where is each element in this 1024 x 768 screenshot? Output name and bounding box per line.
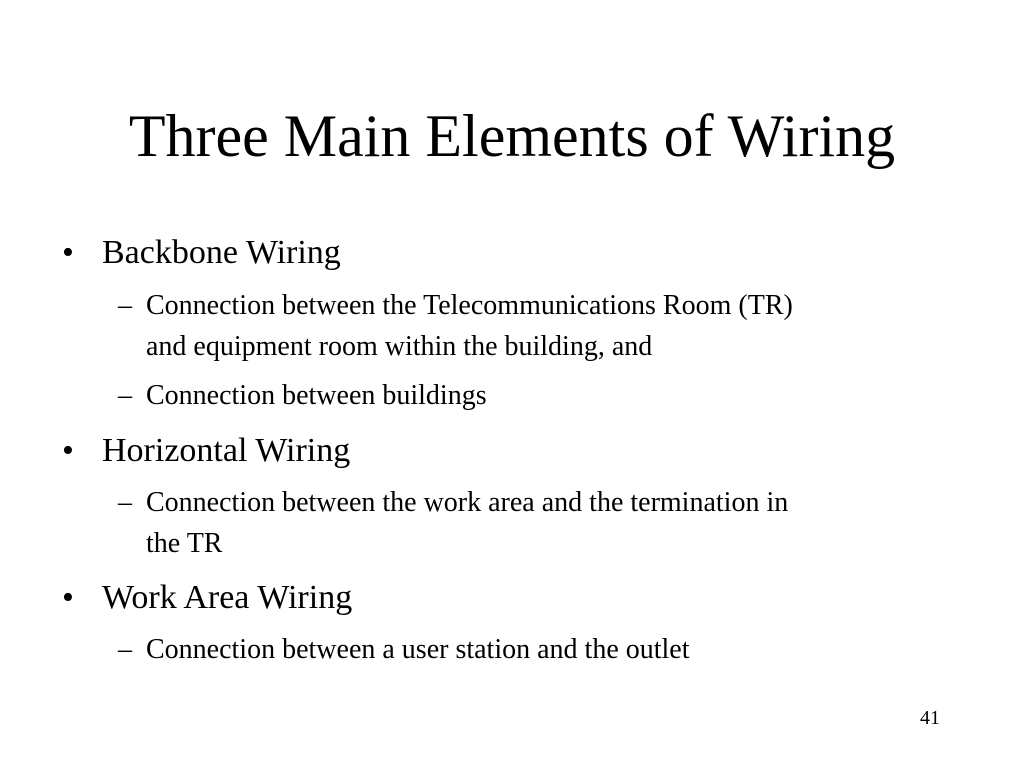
bullet-label: Work Area Wiring — [102, 579, 353, 616]
sub-item-line: and equipment room within the building, and — [146, 331, 653, 362]
sub-item-line: the TR — [146, 528, 223, 559]
bullet-label: Horizontal Wiring — [102, 432, 351, 469]
sub-item-line: Connection between buildings — [146, 380, 487, 411]
sub-item-line: Connection between a user station and the outlet — [146, 634, 690, 665]
sub-marker: – — [118, 380, 132, 411]
sub-item-line: Connection between the work area and the termination in — [146, 487, 789, 518]
bullet-label: Backbone Wiring — [102, 234, 341, 271]
sub-marker: – — [118, 487, 132, 518]
slide-title: Three Main Elements of Wiring — [128, 103, 896, 169]
sub-item-line: Connection between the Telecommunications Room (TR) — [146, 290, 793, 321]
bullet-marker: • — [62, 432, 74, 469]
sub-marker: – — [118, 290, 132, 321]
bullet-marker: • — [62, 234, 74, 271]
bullet-marker: • — [62, 579, 74, 616]
sub-marker: – — [118, 634, 132, 665]
page-number: 41 — [920, 707, 940, 729]
